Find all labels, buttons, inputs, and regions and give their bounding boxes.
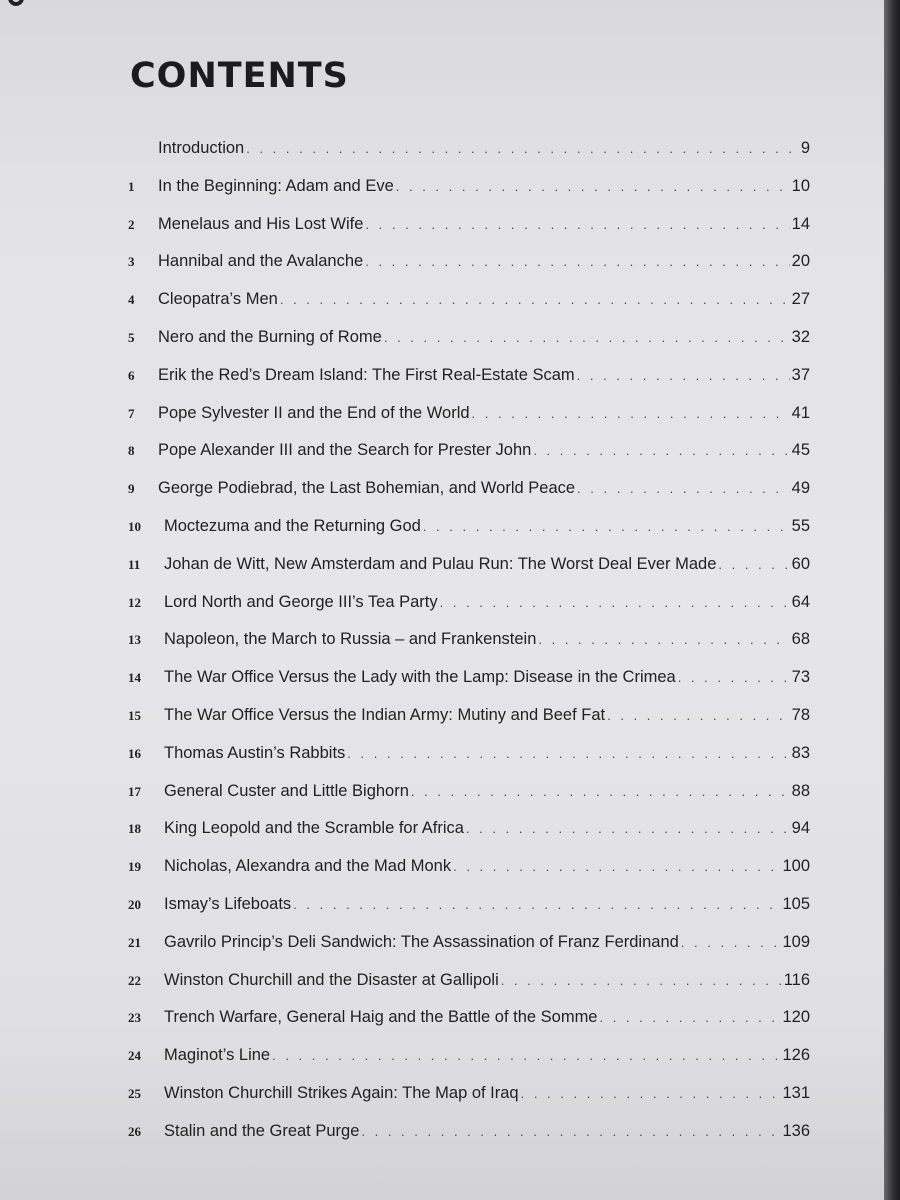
page-corner-mark	[8, 0, 24, 6]
chapter-number: 18	[128, 821, 141, 837]
chapter-title: The War Office Versus the Lady with the Lamp: Disease in the Crimea	[164, 668, 676, 687]
toc-entry	[128, 168, 810, 206]
chapter-number: 14	[128, 670, 141, 686]
chapter-number: 1	[128, 178, 135, 194]
page-number: 41	[791, 403, 810, 422]
dot-leader	[411, 773, 790, 811]
page-title: CONTENTS	[130, 56, 349, 96]
page-number: 109	[782, 932, 810, 951]
page-number: 45	[791, 441, 810, 460]
chapter-title: Erik the Red’s Dream Island: The First Real-Estate Scam	[158, 365, 575, 384]
chapter-number: 12	[128, 594, 141, 610]
page-number: 100	[782, 857, 810, 876]
chapter-number: 22	[128, 972, 141, 988]
chapter-title: Ismay’s Lifeboats	[164, 894, 292, 913]
page-number: 60	[791, 554, 810, 573]
page-number: 126	[782, 1046, 810, 1065]
dot-leader	[533, 432, 789, 470]
chapter-number: 6	[128, 367, 135, 383]
toc-entry	[128, 697, 810, 735]
chapter-title: The War Office Versus the Indian Army: Mutiny and Beef Fat	[164, 705, 606, 724]
page-number: 120	[782, 1008, 810, 1027]
chapter-number: 10	[128, 518, 141, 534]
page-number: 32	[791, 327, 810, 346]
toc-entry	[128, 962, 810, 1000]
toc-entry	[128, 206, 810, 244]
toc-entry	[128, 546, 810, 584]
page-number: 88	[791, 781, 810, 800]
page-number: 64	[791, 592, 810, 611]
page-number: 73	[791, 668, 810, 687]
dot-leader	[678, 659, 790, 697]
toc-entry	[128, 395, 810, 433]
dot-leader	[280, 281, 790, 319]
page-number: 14	[791, 214, 810, 233]
toc-entry	[128, 924, 810, 962]
page-number: 78	[791, 705, 810, 724]
dot-leader	[361, 1113, 780, 1151]
chapter-number: 15	[128, 707, 141, 723]
toc-entry	[128, 130, 810, 168]
dot-leader	[293, 886, 780, 924]
toc-entry	[128, 1037, 810, 1075]
toc-entry	[128, 1113, 810, 1151]
chapter-number: 21	[128, 934, 141, 950]
toc-entry	[128, 508, 810, 546]
page-number: 94	[791, 819, 810, 838]
dot-leader	[718, 546, 789, 584]
chapter-title: Napoleon, the March to Russia – and Frankenstein	[164, 630, 537, 649]
page-number: 131	[782, 1083, 810, 1102]
dot-leader	[347, 735, 789, 773]
page-number: 27	[791, 290, 810, 309]
dot-leader	[466, 810, 790, 848]
dot-leader	[538, 621, 789, 659]
page-number: 10	[791, 176, 810, 195]
chapter-number: 23	[128, 1010, 141, 1026]
chapter-number: 4	[128, 292, 135, 308]
dot-leader	[681, 924, 781, 962]
toc-entry	[128, 470, 810, 508]
chapter-number: 3	[128, 254, 135, 270]
toc-entry	[128, 1075, 810, 1113]
dot-leader	[384, 319, 790, 357]
chapter-title: Pope Alexander III and the Search for Prester John	[158, 441, 532, 460]
dot-leader	[577, 470, 790, 508]
page-number: 20	[791, 252, 810, 271]
table-of-contents	[128, 130, 810, 1151]
chapter-title: Stalin and the Great Purge	[164, 1121, 360, 1140]
toc-entry	[128, 319, 810, 357]
dot-leader	[501, 962, 782, 1000]
chapter-title: Introduction	[158, 139, 245, 157]
dot-leader	[272, 1037, 780, 1075]
toc-entry	[128, 621, 810, 659]
chapter-number: 20	[128, 896, 141, 912]
dot-leader	[365, 206, 789, 244]
dot-leader	[453, 848, 780, 886]
dot-leader	[577, 357, 790, 395]
chapter-title: Pope Sylvester II and the End of the World	[158, 403, 470, 422]
chapter-title: General Custer and Little Bighorn	[164, 781, 409, 800]
chapter-title: Trench Warfare, General Haig and the Battle of the Somme	[164, 1008, 598, 1027]
chapter-title: Lord North and George III’s Tea Party	[164, 592, 438, 611]
chapter-title: Hannibal and the Avalanche	[158, 252, 364, 271]
chapter-title: Nicholas, Alexandra and the Mad Monk	[164, 857, 452, 876]
chapter-number: 2	[128, 216, 135, 232]
toc-entry	[128, 735, 810, 773]
chapter-number: 8	[128, 443, 135, 459]
chapter-title: George Podiebrad, the Last Bohemian, and World Peace	[158, 479, 576, 498]
dot-leader	[246, 130, 799, 168]
chapter-title: In the Beginning: Adam and Eve	[158, 176, 394, 195]
chapter-number: 9	[128, 481, 135, 497]
chapter-title: Gavrilo Princip’s Deli Sandwich: The Assassination of Franz Ferdinand	[164, 932, 679, 951]
toc-entry	[128, 773, 810, 811]
toc-entry	[128, 584, 810, 622]
chapter-title: Nero and the Burning of Rome	[158, 327, 382, 346]
toc-entry	[128, 281, 810, 319]
chapter-title: Cleopatra’s Men	[158, 290, 278, 309]
chapter-number: 26	[128, 1123, 141, 1139]
chapter-title: Johan de Witt, New Amsterdam and Pulau Run: The Worst Deal Ever Made	[164, 554, 717, 573]
page-edge-shadow	[884, 0, 900, 1200]
chapter-number: 17	[128, 783, 141, 799]
chapter-title: Winston Churchill Strikes Again: The Map of Iraq	[164, 1083, 519, 1102]
chapter-title: Maginot’s Line	[164, 1046, 271, 1065]
chapter-title: Moctezuma and the Returning God	[164, 516, 421, 535]
toc-entry	[128, 432, 810, 470]
dot-leader	[600, 999, 781, 1037]
dot-leader	[607, 697, 790, 735]
dot-leader	[472, 395, 790, 433]
chapter-number: 7	[128, 405, 135, 421]
page-number: 37	[791, 365, 810, 384]
page-number: 105	[782, 894, 810, 913]
chapter-number: 16	[128, 745, 141, 761]
toc-entry	[128, 243, 810, 281]
toc-entry	[128, 357, 810, 395]
page-number: 55	[791, 516, 810, 535]
toc-entry	[128, 810, 810, 848]
chapter-title: Thomas Austin’s Rabbits	[164, 743, 346, 762]
page-number: 136	[782, 1121, 810, 1140]
chapter-title: Winston Churchill and the Disaster at Gallipoli	[164, 970, 499, 989]
chapter-number: 11	[128, 556, 141, 572]
chapter-title: King Leopold and the Scramble for Africa	[164, 819, 464, 838]
page-number: 49	[791, 479, 810, 498]
chapter-number: 13	[128, 632, 141, 648]
chapter-title: Menelaus and His Lost Wife	[158, 214, 364, 233]
chapter-number: 25	[128, 1085, 141, 1101]
toc-entry	[128, 659, 810, 697]
page-number: 9	[800, 139, 810, 157]
chapter-number: 24	[128, 1048, 141, 1064]
dot-leader	[521, 1075, 781, 1113]
chapter-number: 19	[128, 859, 141, 875]
dot-leader	[396, 168, 790, 206]
chapter-number: 5	[128, 329, 135, 345]
page-number: 68	[791, 630, 810, 649]
dot-leader	[440, 584, 790, 622]
toc-entry	[128, 999, 810, 1037]
page-number: 116	[783, 970, 810, 989]
toc-entry	[128, 848, 810, 886]
toc-entry	[128, 886, 810, 924]
page-number: 83	[791, 743, 810, 762]
dot-leader	[423, 508, 790, 546]
dot-leader	[365, 243, 789, 281]
